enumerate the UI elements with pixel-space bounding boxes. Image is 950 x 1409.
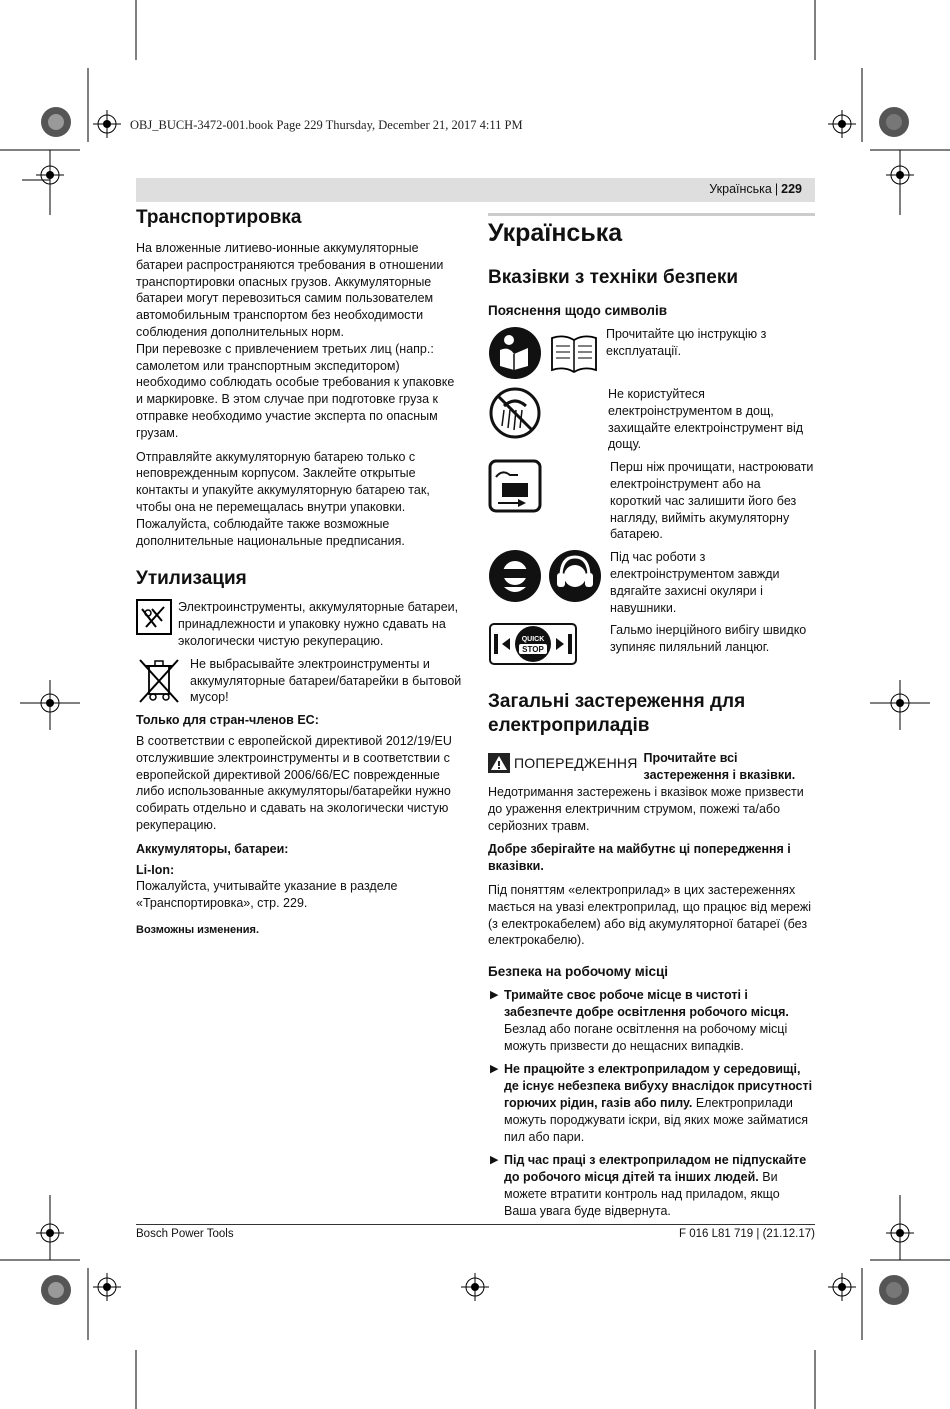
bullet-bold: Тримайте своє робоче місце в чистоті і забезпечте добре освітлення робочого місця.: [504, 988, 789, 1019]
right-column: [488, 216, 815, 1226]
header-separator: |: [774, 182, 779, 196]
warning-text: Недотримання застережень і вказівок може призвести до ураження електричним струмом, пожежі та/або серйозних травм.: [488, 784, 804, 833]
list-item: [488, 1152, 815, 1219]
print-slug: OBJ_BUCH-3472-001.book Page 229 Thursday, December 21, 2017 4:11 PM: [130, 118, 523, 132]
liion-heading: Li-Ion:: [136, 862, 175, 877]
liion-text: Пожалуйста, учитывайте указание в разделе «Транспортировка», стр. 229.: [136, 879, 398, 911]
eu-heading: Только для стран-членов ЕС:: [136, 713, 319, 728]
quick-stop-label-bottom: STOP: [522, 645, 544, 655]
disposal-heading: Утилизация: [136, 568, 247, 590]
recycle-text: Электроинструменты, аккумуляторные батареи, принадлежности и упаковку нужно сдавать на экологически чистую рекуперацию.: [178, 600, 459, 648]
symbol-quickstop-row: [488, 622, 815, 666]
batteries-heading: Аккумуляторы, батареи:: [136, 841, 289, 856]
footer-rule: [136, 1224, 815, 1225]
warning-label: ПОПЕРЕДЖЕННЯ: [514, 754, 638, 771]
bullet-text: Електроприлади можуть породжувати іскри, від яких може займатися пил або пари.: [504, 1095, 808, 1144]
symbol-rain-text: Не користуйтеся електроінструментом в дощ, захищайте електроінструмент від дощу.: [608, 387, 804, 452]
bullet-bold: Під час праці з електроприладом не підпускайте до робочого місця дітей та інших людей.: [504, 1153, 807, 1185]
header-language: Українська: [709, 182, 772, 196]
symbol-unplug-row: [488, 459, 815, 543]
footer-doc-number: F 016 L81 719 | (21.12.17): [679, 1228, 815, 1240]
bullet-bold: Не працюйте з електроприладом у середовищі, де існує небезпека вибуху внаслідок присутності горючих рідин, газів або пилу.: [504, 1062, 813, 1110]
transport-paragraph-1: [136, 240, 462, 341]
remove-battery-icon: [488, 459, 542, 513]
symbol-read-text: Прочитайте цю інструкцію з експлуатації.: [606, 327, 767, 358]
transport-paragraph-3: Отправляйте аккумуляторную батарею только с неповрежденным корпусом. Заклейте открытые контакты и упакуйте аккумуляторную батарею так, чтобы она не перемещалась внутри упаковки.: [136, 449, 430, 514]
warning-triangle-icon: [488, 753, 510, 773]
page-header: [709, 182, 802, 196]
recycle-row: [136, 599, 462, 649]
changes-note: Возможны изменения.: [136, 923, 260, 936]
bullet-text: Безлад або погане освітлення на робочому місці можуть призвести до нещасних випадків.: [504, 1021, 788, 1053]
transport-paragraph-4: Пожалуйста, соблюдайте также возможные дополнительные национальные предписания.: [136, 516, 405, 548]
language-title: Українська: [488, 219, 623, 247]
page-number: 229: [781, 182, 802, 196]
definition-text: Під поняттям «електроприлад» в цих застереженнях мається на увазі електроприлад, що працює від мережі (з електрокабелем) або від акумуляторної батареї (без електрокабелю).: [488, 882, 811, 948]
safety-heading: Вказівки з техніки безпеки: [488, 267, 739, 288]
quick-stop-icon: [488, 622, 578, 666]
symbols-heading: Пояснення щодо символів: [488, 303, 668, 318]
list-item: [488, 987, 815, 1054]
bin-text: Не выбрасывайте электроинструменты и аккумуляторные батареи/батарейки в бытовой мусор!: [190, 656, 462, 705]
bullet-text: Ви можете втратити контроль над приладом, якщо Ваша увага буде відвернута.: [504, 1170, 780, 1218]
footer-publisher: Bosch Power Tools: [136, 1228, 234, 1240]
bullet-arrow-icon: ▶: [490, 1154, 499, 1167]
symbol-ppe-row: [488, 549, 815, 616]
warning-badge: [488, 753, 638, 773]
symbol-quickstop-text: Гальмо інерційного вибігу швидко зупиняє пиляльний ланцюг.: [610, 623, 807, 655]
left-column: [136, 206, 462, 939]
transport-p1-text: На вложенные литиево-ионные аккумуляторные батареи распространяются требования в отношении транспортировки опасных грузов. Аккумуляторные батареи могут перевозиться самим пользователем автомобильным транспортом без необходимости соблюдения дополнительных норм.: [136, 241, 444, 339]
list-item: [488, 1061, 815, 1145]
symbol-read-row: [488, 326, 815, 380]
crossed-bin-icon: [136, 656, 182, 706]
bullet-arrow-icon: ▶: [490, 989, 499, 1002]
keep-instructions: Добре зберігайте на майбутнє ці попередження і вказівки.: [488, 842, 791, 874]
symbol-ppe-text: Під час роботи з електроінструментом завжди вдягайте захисні окуляри і навушники.: [610, 550, 780, 615]
manual-book-icon: [548, 332, 600, 376]
transport-heading: Транспортировка: [136, 207, 302, 228]
warning-paragraph: [488, 750, 815, 834]
quick-stop-label-top: QUICK: [521, 636, 545, 644]
eu-text: В соответствии с европейской директивой 2012/19/EU отслужившие электроинструменты и в соответствии с европейской директивой 2006/66/EC поврежденные либо использованные аккумуляторы/батарейки нужно собирать отдельно и сдавать на экологически чистую рекуперацию.: [136, 733, 452, 832]
transport-paragraph-2: При перевозке с привлечением третьих лиц (напр.: самолетом или транспортным экспедитором) необходимо соблюдать особые требования к упаковке и маркировке. В этом случае при подготовке груза к отправке необходимо участие эксперта по опасным грузам.: [136, 341, 455, 440]
general-warnings-heading: Загальні застереження для електроприладів: [488, 691, 746, 737]
read-manual-icon: [488, 326, 542, 380]
recycle-icon: [136, 599, 172, 635]
symbol-unplug-text: Перш ніж прочищати, настроювати електроінструмент або на короткий час залишити його без нагляду, вийміть акумуляторну батарею.: [610, 460, 814, 542]
warning-bold: Прочитайте всі застереження і вказівки.: [643, 751, 796, 783]
page-header-band: [136, 178, 815, 202]
bullet-arrow-icon: ▶: [490, 1063, 499, 1076]
no-rain-icon: [488, 386, 542, 440]
safety-goggles-icon: [488, 549, 542, 603]
ear-protection-icon: [548, 549, 602, 603]
symbol-rain-row: [488, 386, 815, 453]
workplace-heading: Безпека на робочому місці: [488, 964, 669, 980]
bin-row: [136, 656, 462, 706]
